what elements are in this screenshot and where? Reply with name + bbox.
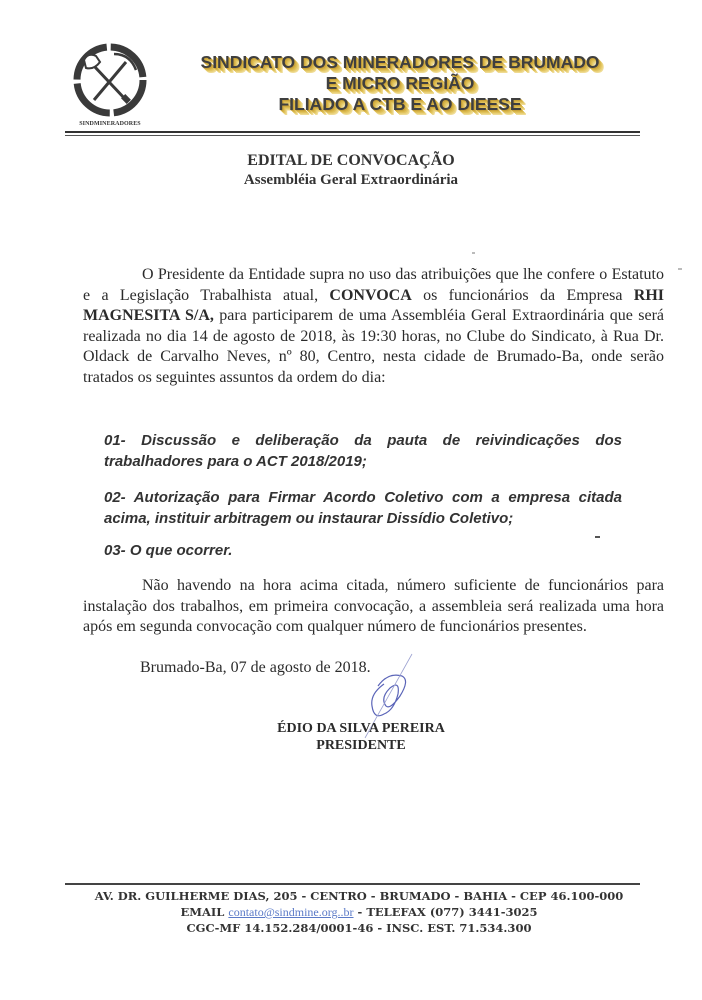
footer-contact (8, 904, 702, 920)
union-logo (70, 40, 150, 130)
email-link[interactable]: contato@sindmine.org..br (228, 905, 354, 919)
scan-speck (678, 268, 682, 270)
signatory-role: PRESIDENTE (316, 738, 406, 753)
scan-speck (595, 536, 600, 538)
footer-divider (65, 883, 640, 885)
place-and-date: Brumado-Ba, 07 de agosto de 2018. (140, 659, 371, 676)
document-title: EDITAL DE CONVOCAÇÃO (247, 152, 455, 169)
logo-caption: SINDMINERADORES (79, 121, 141, 127)
header-line-1: SINDICATO DOS MINERADORES DE BRUMADO (200, 52, 600, 72)
document-subtitle: Assembléia Geral Extraordinária (243, 172, 459, 188)
company-name: RHI MAGNESITA S/A, (83, 286, 664, 325)
header-line-2: E MICRO REGIÃO (325, 73, 475, 93)
union-name-header (160, 52, 640, 115)
intro-text-3: para participarem de uma Assembléia Geral Extraordinária que será realizada no dia 14 de agosto de 2018, às 19:30 horas, no Clube do Sindicato, à Rua Dr. Oldack de Carvalho Neves, nº 80, Centro, nesta cidade de Brumado-Ba, onde serão tratados os seguintes assuntos da ordem do dia: (83, 307, 664, 386)
header-divider (65, 131, 640, 133)
intro-paragraph (83, 265, 664, 389)
header-line-3: FILIADO A CTB E AO DIEESE (278, 94, 522, 114)
telefax: - TELEFAX (077) 3441-3025 (357, 905, 538, 919)
shovel-and-pickaxe-icon (70, 40, 150, 120)
intro-text-2: os funcionários da Empresa (411, 286, 634, 304)
header-divider-thin (65, 135, 640, 136)
convoca-keyword: CONVOCA (329, 286, 412, 304)
footer-registry: CGC-MF 14.152.284/0001-46 - INSC. EST. 71.534.300 (186, 921, 532, 935)
agenda-item-1: 01- Discussão e deliberação da pauta de reivindicações dos trabalhadores para o ACT 2018/2019; (104, 432, 622, 470)
intro-text-1: O Presidente da Entidade supra no uso das atribuições que lhe confere o Estatuto e a Legislação Trabalhista atual, (83, 266, 664, 304)
scan-speck (472, 252, 475, 254)
agenda-item-2: 02- Autorização para Firmar Acordo Coletivo com a empresa citada acima, instituir arbitragem ou instaurar Dissídio Coletivo; (104, 489, 622, 527)
signatory-name: ÉDIO DA SILVA PEREIRA (277, 721, 445, 736)
agenda-item-3: 03- O que ocorrer. (104, 542, 233, 559)
closing-paragraph: Não havendo na hora acima citada, número suficiente de funcionários para instalação dos trabalhos, em primeira convocação, a assembleia será realizada uma hora após em segunda convocação com qualquer número de funcionários presentes. (83, 577, 664, 636)
footer-address: AV. DR. GUILHERME DIAS, 205 - CENTRO - BRUMADO - BAHIA - CEP 46.100-000 (94, 889, 624, 903)
email-label: EMAIL (180, 905, 225, 919)
